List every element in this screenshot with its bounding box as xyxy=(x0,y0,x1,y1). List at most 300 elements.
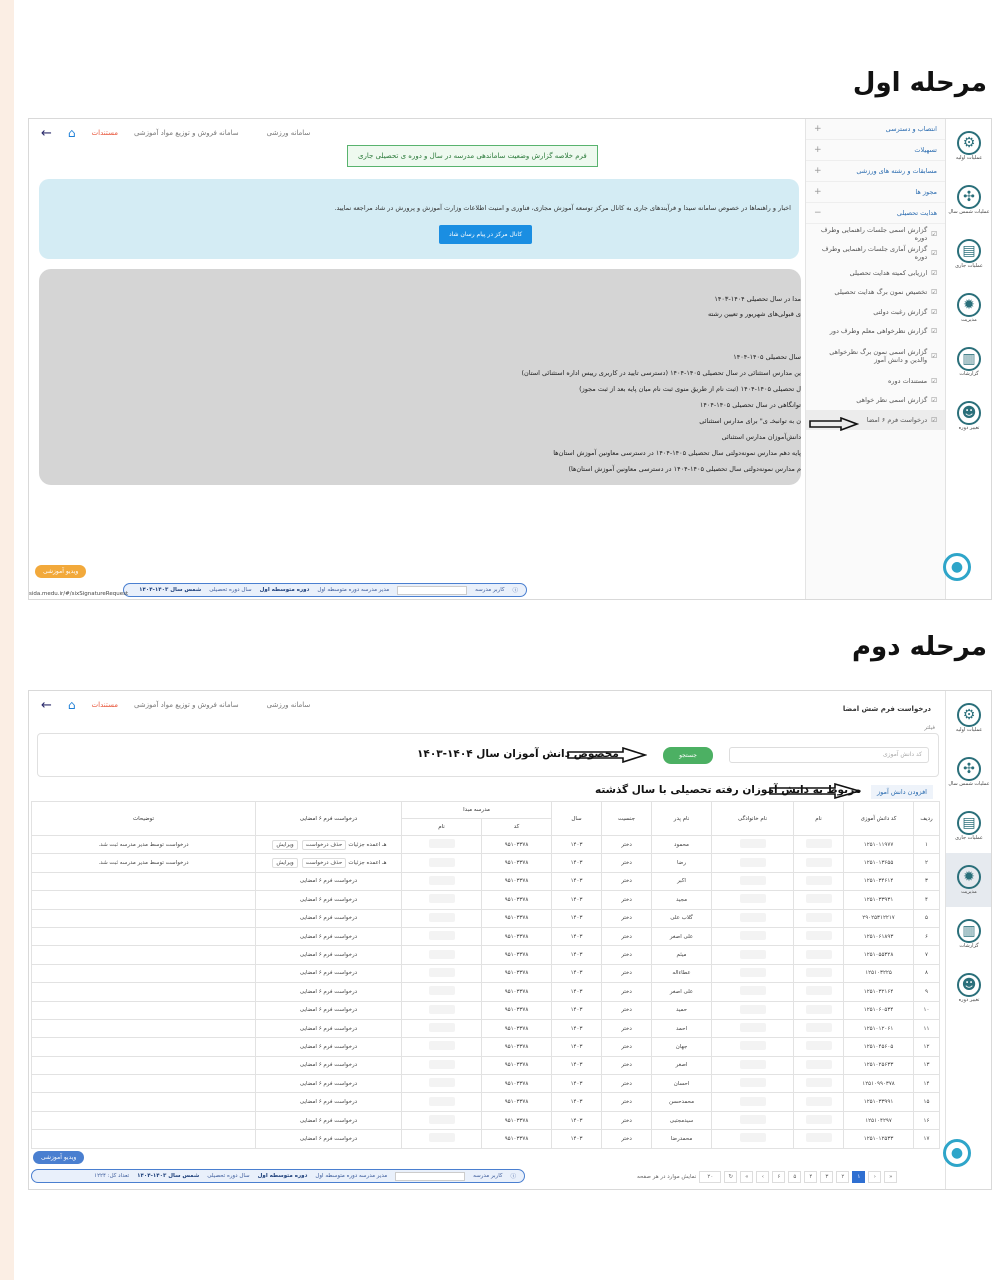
col-origin-school: مدرسه مبدا xyxy=(402,802,552,819)
gear-icon: ⚙ xyxy=(957,131,981,155)
cell-origin-code: ۹۵۱۰۳۳۷۸ xyxy=(482,1093,552,1111)
cell-origin-name xyxy=(402,1056,482,1074)
table-row xyxy=(32,964,940,982)
sports-system-link[interactable]: سامانه ورزشی xyxy=(266,701,311,709)
cell-father: سیدمجتبی xyxy=(652,1111,712,1129)
cell-year: ۱۴۰۳ xyxy=(552,1019,602,1037)
cell-name xyxy=(794,1130,844,1148)
cell-request xyxy=(256,1019,402,1037)
cell-father: گلاب علی xyxy=(652,909,712,927)
docs-link[interactable]: مستندات xyxy=(91,701,118,709)
request-link[interactable]: درخواست فرم ۶ امضایی xyxy=(299,988,358,995)
cell-request xyxy=(256,927,402,945)
student-code-input[interactable]: کد دانش آموزی xyxy=(729,747,929,763)
cell-desc xyxy=(32,872,256,890)
icon-rail xyxy=(945,691,991,1189)
page-size-select[interactable]: ۲۰ xyxy=(699,1171,721,1183)
cell-request xyxy=(256,1075,402,1093)
info-icon: ⓘ xyxy=(510,1174,516,1180)
report-icon: ▤ xyxy=(957,811,981,835)
side-menu xyxy=(805,119,945,599)
page-edge xyxy=(0,0,14,1280)
cell-origin-code: ۹۵۱۰۳۳۷۸ xyxy=(482,964,552,982)
cell-gender: دختر xyxy=(602,1038,652,1056)
page-4[interactable]: ۴ xyxy=(804,1171,817,1183)
cell-year: ۱۴۰۳ xyxy=(552,964,602,982)
redacted-field xyxy=(740,1133,766,1142)
cell-family xyxy=(712,891,794,909)
rail-current-ops[interactable]: ▤ عملیات جاری xyxy=(946,799,992,853)
cell-year: ۱۴۰۳ xyxy=(552,891,602,909)
redacted-field xyxy=(429,950,455,959)
cell-father: حمید xyxy=(652,1001,712,1019)
table-row xyxy=(32,1056,940,1074)
cell-origin-name xyxy=(402,983,482,1001)
shad-channel-button[interactable]: کانال مرکز در پیام رسان شاد xyxy=(439,225,532,244)
settings-icon: ✹ xyxy=(957,293,981,317)
request-link[interactable]: درخواست فرم ۶ امضایی xyxy=(299,1117,358,1124)
cell-gender: دختر xyxy=(602,1075,652,1093)
redacted-field xyxy=(429,1041,455,1050)
col-desc: توضیحات xyxy=(32,802,256,836)
cell-desc xyxy=(32,1130,256,1148)
cell-family xyxy=(712,872,794,890)
request-link[interactable]: هـ اعمده جزئیات xyxy=(348,841,387,848)
table-row xyxy=(32,1111,940,1129)
chat-icon[interactable]: ● xyxy=(943,553,971,581)
redacted-field xyxy=(740,894,766,903)
cell-desc xyxy=(32,946,256,964)
home-icon[interactable]: ⌂ xyxy=(67,698,76,712)
cell-desc xyxy=(32,1038,256,1056)
rail-change-period[interactable]: ☻ تغییر دوره xyxy=(946,961,992,1015)
col-row: ردیف xyxy=(914,802,940,836)
redacted-field xyxy=(806,968,832,977)
delete-request-button[interactable]: حذف درخواست xyxy=(302,840,347,850)
cell-name xyxy=(794,872,844,890)
home-icon[interactable]: ⌂ xyxy=(67,126,76,140)
menu-appointments[interactable]: انتصاب و دسترسی + xyxy=(806,119,945,140)
back-arrow-icon[interactable]: ← xyxy=(41,697,52,713)
next-page-icon[interactable]: › xyxy=(868,1171,881,1183)
submenu-item[interactable]: ☑ گزارش آماری جلسات راهنمایی وطرف دوره xyxy=(821,245,937,262)
status-bar: ⓘ کاربر مدرسه مدیر مدرسه دوره متوسطه اول دوره متوسطه اول سال دوره تحصیلی شمس سال ۱۴۰۳-۱۴۰۴ xyxy=(123,583,527,597)
cell-family xyxy=(712,1001,794,1019)
redacted-field xyxy=(806,876,832,885)
request-link[interactable]: درخواست فرم ۶ امضایی xyxy=(299,1043,358,1050)
menu-facilities[interactable]: تسهیلات + xyxy=(806,140,945,161)
cell-desc xyxy=(32,909,256,927)
redacted-field xyxy=(806,894,832,903)
notice-text: اخبار و راهنماها در خصوص سامانه سیدا و فرآیندهای جاری به کانال مرکز توسعه آموزش مجازی، فناوری و امنیت اطلاعات وزارت آموزش و پرورش در شاد مراجعه نمایید. xyxy=(334,204,791,212)
redacted-field xyxy=(806,1005,832,1014)
cell-desc xyxy=(32,1056,256,1074)
cell-origin-name xyxy=(402,1130,482,1148)
request-link[interactable]: درخواست فرم ۶ امضایی xyxy=(299,1007,358,1014)
redacted-field xyxy=(740,968,766,977)
cell-request xyxy=(256,1130,402,1148)
submenu-item[interactable]: ☑ گزارش اسمی جلسات راهنمایی وطرف دوره xyxy=(820,225,937,242)
cell-code: ۱۲۵۱۰۲۵۶۳۳ xyxy=(844,1056,914,1074)
page-1[interactable]: ۱ xyxy=(852,1171,865,1183)
redacted-field xyxy=(740,1005,766,1014)
submenu-item[interactable]: ☑ گزارش نظرخواهی معلم وطرف دور xyxy=(829,327,937,336)
cell-origin-code: ۹۵۱۰۳۳۷۸ xyxy=(482,891,552,909)
submenu-item[interactable]: ☑ گزارش رغبت دولتی xyxy=(873,307,937,316)
redacted-field xyxy=(740,1115,766,1124)
edit-button[interactable]: ویرایش xyxy=(272,840,297,850)
cell-father: جهان xyxy=(652,1038,712,1056)
cell-gender: دختر xyxy=(602,854,652,872)
redacted-field xyxy=(429,876,455,885)
cell-name xyxy=(794,1038,844,1056)
back-arrow-icon[interactable]: ← xyxy=(41,125,52,141)
submenu-item[interactable]: ☑ تخصیص نمون برگ هدایت تحصیلی xyxy=(834,288,937,297)
col-request: درخواست فرم ۶ امضایی xyxy=(256,802,402,836)
cell-request xyxy=(256,964,402,982)
settings-icon: ✹ xyxy=(957,865,981,889)
table-row xyxy=(32,946,940,964)
cell-origin-code: ۹۵۱۰۳۳۷۸ xyxy=(482,983,552,1001)
cell-father: علی اصغر xyxy=(652,927,712,945)
cell-code: ۱۲۵۱۰۱۱۹۷۷ xyxy=(844,836,914,854)
redacted-field xyxy=(429,1133,455,1142)
cell-code: ۱۲۵۱۰۳۳۹۹۱ xyxy=(844,1093,914,1111)
announcement-2: ی قبولی‌های شهریور و تعیین رشته xyxy=(707,310,801,318)
cell-desc xyxy=(32,964,256,982)
cell-gender: دختر xyxy=(602,836,652,854)
cell-family xyxy=(712,1130,794,1148)
cell-year: ۱۴۰۳ xyxy=(552,1130,602,1148)
students-table xyxy=(31,801,940,1149)
cell-origin-code: ۹۵۱۰۳۳۷۸ xyxy=(482,927,552,945)
rail-year-ops[interactable]: ✣ عملیات شمس سال xyxy=(946,745,992,799)
request-link[interactable]: درخواست فرم ۶ امضایی xyxy=(299,915,358,922)
redacted-field xyxy=(429,894,455,903)
sports-system-link[interactable]: سامانه ورزشی xyxy=(266,129,311,137)
cell-year: ۱۴۰۳ xyxy=(552,946,602,964)
stage2-heading: مرحله دوم xyxy=(851,632,987,662)
cell-request xyxy=(256,872,402,890)
redacted-field xyxy=(740,931,766,940)
redacted-field xyxy=(429,1115,455,1124)
col-father: نام پدر xyxy=(652,802,712,836)
redacted-field xyxy=(429,1023,455,1032)
cell-row: ۹ xyxy=(914,983,940,1001)
rail-reports[interactable]: ▥ گزارشات xyxy=(946,335,992,389)
cell-year: ۱۴۰۳ xyxy=(552,872,602,890)
cell-request xyxy=(256,891,402,909)
redacted-field xyxy=(806,1078,832,1087)
page-summary: نمایش موارد در هر صفحه xyxy=(637,1174,697,1180)
cell-origin-code: ۹۵۱۰۳۳۷۸ xyxy=(482,872,552,890)
cell-request xyxy=(256,1093,402,1111)
cell-desc xyxy=(32,983,256,1001)
announcement-1: مدا در سال تحصیلی ۱۴۰۴-۱۴۰۳ xyxy=(714,295,801,303)
cell-origin-code: ۹۵۱۰۳۳۷۸ xyxy=(482,1019,552,1037)
cell-origin-name xyxy=(402,1038,482,1056)
network-icon: ✣ xyxy=(957,185,981,209)
request-link[interactable]: درخواست فرم ۶ امضایی xyxy=(299,878,358,885)
report-icon: ▤ xyxy=(957,239,981,263)
cell-request xyxy=(256,836,402,854)
submenu-item[interactable]: ☑ گزارش اسمی نمون برگ نظرخواهی والدین و دانش آموز xyxy=(829,348,937,364)
user-switch-icon: ☻ xyxy=(957,973,981,997)
sales-system-link[interactable]: سامانه فروش و توزیع مواد آموزشی xyxy=(133,701,239,709)
cell-desc: درخواست توسط مدیر مدرسه ثبت شد. xyxy=(32,836,256,854)
submenu-six-signature[interactable]: ☑ درخواست فرم ۶ امضا xyxy=(806,410,945,430)
rail-current-ops[interactable]: ▤ عملیات جاری xyxy=(946,227,992,281)
last-page-icon[interactable]: » xyxy=(884,1171,897,1183)
col-family: نام خانوادگی xyxy=(712,802,794,836)
request-link[interactable]: درخواست فرم ۶ امضایی xyxy=(299,1080,358,1087)
cell-row: ۱۲ xyxy=(914,1038,940,1056)
cell-request xyxy=(256,1001,402,1019)
cell-origin-name xyxy=(402,927,482,945)
redacted-field xyxy=(740,1078,766,1087)
menu-permits[interactable]: مجوز ها + xyxy=(806,182,945,203)
menu-sports[interactable]: مسابقات و رشته های ورزشی + xyxy=(806,161,945,182)
table-row xyxy=(32,909,940,927)
status-bar: ⓘ کاربر مدرسه مدیر مدرسه دوره متوسطه اول دوره متوسطه اول سال دوره تحصیلی شمس سال ۱۴۰۳-۱۴۰۴ تعداد کل: ۱۲۲۴ xyxy=(31,1169,525,1183)
cell-father: اصغر xyxy=(652,1056,712,1074)
cell-gender: دختر xyxy=(602,1093,652,1111)
edit-button[interactable]: ویرایش xyxy=(272,858,297,868)
cell-code: ۱۲۵۱۰۱۳۶۵۵ xyxy=(844,854,914,872)
top-bar xyxy=(29,119,310,147)
col-gender: جنسیت xyxy=(602,802,652,836)
request-link[interactable]: هـ اعمده جزئیات xyxy=(348,860,387,867)
menu-guidance[interactable]: هدایت تحصیلی − xyxy=(806,203,945,224)
redacted-field xyxy=(429,931,455,940)
first-page-icon[interactable]: « xyxy=(740,1171,753,1183)
page-5[interactable]: ۵ xyxy=(788,1171,801,1183)
info-icon: ⓘ xyxy=(512,588,518,594)
cell-row: ۴ xyxy=(914,891,940,909)
cell-origin-code: ۹۵۱۰۳۳۷۸ xyxy=(482,1075,552,1093)
cell-origin-name xyxy=(402,854,482,872)
cell-gender: دختر xyxy=(602,1111,652,1129)
cell-year: ۱۴۰۳ xyxy=(552,1056,602,1074)
redacted-field xyxy=(806,950,832,959)
page-3[interactable]: ۳ xyxy=(820,1171,833,1183)
cell-name xyxy=(794,1019,844,1037)
redacted-field xyxy=(740,950,766,959)
redacted-field xyxy=(740,858,766,867)
cell-father: محمدحسن xyxy=(652,1093,712,1111)
cell-name xyxy=(794,836,844,854)
cell-row: ۷ xyxy=(914,946,940,964)
cell-code: ۱۲۵۱۰۱۲۵۳۳ xyxy=(844,1130,914,1148)
add-student-link[interactable]: افزودن دانش آموز xyxy=(871,785,933,799)
cell-origin-name xyxy=(402,836,482,854)
cell-family xyxy=(712,927,794,945)
cell-father: رضا xyxy=(652,854,712,872)
rail-change-period[interactable]: ☻ تغییر دوره xyxy=(946,389,992,443)
cell-name xyxy=(794,1056,844,1074)
table-row xyxy=(32,983,940,1001)
cell-desc xyxy=(32,927,256,945)
cell-year: ۱۴۰۳ xyxy=(552,1038,602,1056)
cell-code: ۲۹۰۲۵۳۱۲۲۱۷ xyxy=(844,909,914,927)
status-url: sida.medu.ir/#/sixSignatureRequest xyxy=(29,591,129,597)
cell-origin-name xyxy=(402,946,482,964)
cell-father: احسان xyxy=(652,1075,712,1093)
cell-year: ۱۴۰۳ xyxy=(552,836,602,854)
redacted-field xyxy=(740,876,766,885)
cell-code: ۱۲۵۱۰۳۲۲۵ xyxy=(844,964,914,982)
announcement-3: سال تحصیلی ۱۴۰۵-۱۴۰۴ xyxy=(733,353,801,361)
callout-last-year: مربوط به دانش آموزان رفته تحصیلی با سال گذشته xyxy=(595,784,862,796)
cell-origin-code: ۹۵۱۰۳۳۷۸ xyxy=(482,1056,552,1074)
cell-gender: دختر xyxy=(602,983,652,1001)
cell-desc xyxy=(32,1075,256,1093)
cell-origin-code: ۹۵۱۰۳۳۷۸ xyxy=(482,909,552,927)
table-row xyxy=(32,1019,940,1037)
cell-name xyxy=(794,854,844,872)
cell-family xyxy=(712,983,794,1001)
cell-family xyxy=(712,946,794,964)
redacted-field xyxy=(806,986,832,995)
redacted-field xyxy=(740,1023,766,1032)
cell-code: ۱۲۵۱۰۳۲۱۶۴ xyxy=(844,983,914,1001)
cell-row: ۶ xyxy=(914,927,940,945)
request-link[interactable]: درخواست فرم ۶ امضایی xyxy=(299,933,358,940)
page-6[interactable]: ۶ xyxy=(772,1171,785,1183)
gear-icon: ⚙ xyxy=(957,703,981,727)
cell-origin-name xyxy=(402,1001,482,1019)
cell-name xyxy=(794,1093,844,1111)
cell-row: ۱ xyxy=(914,836,940,854)
announcement-7: ن به توانبخـ ی" برای مدارس استثنائی xyxy=(699,417,801,425)
request-link[interactable]: درخواست فرم ۶ امضایی xyxy=(299,1099,358,1106)
cell-origin-code: ۹۵۱۰۳۳۷۸ xyxy=(482,946,552,964)
cell-origin-code: ۹۵۱۰۳۳۷۸ xyxy=(482,854,552,872)
cell-row: ۱۳ xyxy=(914,1056,940,1074)
submenu-item[interactable]: ☑ گزارش اسمی نظر خواهی xyxy=(856,396,937,405)
cell-father: علی اصغر xyxy=(652,983,712,1001)
cell-name xyxy=(794,964,844,982)
redacted-field xyxy=(740,1097,766,1106)
redacted-field xyxy=(740,913,766,922)
request-link[interactable]: درخواست فرم ۶ امضایی xyxy=(299,970,358,977)
delete-request-button[interactable]: حذف درخواست xyxy=(302,858,347,868)
table-row xyxy=(32,1130,940,1148)
table-row xyxy=(32,1093,940,1111)
redacted-field xyxy=(806,913,832,922)
redacted-field xyxy=(429,968,455,977)
redacted-field xyxy=(429,986,455,995)
cell-gender: دختر xyxy=(602,872,652,890)
cell-name xyxy=(794,1111,844,1129)
cell-name xyxy=(794,909,844,927)
submenu-item[interactable]: ☑ ارزیابی کمیته هدایت تحصیلی xyxy=(849,268,937,277)
table-row xyxy=(32,927,940,945)
table-row xyxy=(32,854,940,872)
prev-page-icon[interactable]: ‹ xyxy=(756,1171,769,1183)
refresh-icon[interactable]: ↻ xyxy=(724,1171,737,1183)
icon-rail xyxy=(945,119,991,599)
cell-desc xyxy=(32,1093,256,1111)
callout-current-year: مخصوص دانش آموزان سال ۱۴۰۴-۱۴۰۳ xyxy=(417,748,619,760)
cell-name xyxy=(794,1001,844,1019)
page-title: درخواست فرم شش امضا xyxy=(842,705,931,713)
rail-management[interactable]: ✹ مدیریت xyxy=(946,853,992,907)
sales-system-link[interactable]: سامانه فروش و توزیع مواد آموزشی xyxy=(133,129,239,137)
redacted-field xyxy=(429,1060,455,1069)
announcement-6: توانگاهی در سال تحصیلی ۱۴۰۵-۱۴۰۴ xyxy=(699,401,801,409)
request-link[interactable]: درخواست فرم ۶ امضایی xyxy=(299,896,358,903)
redacted-field xyxy=(429,1097,455,1106)
cell-year: ۱۴۰۳ xyxy=(552,1001,602,1019)
cell-year: ۱۴۰۳ xyxy=(552,983,602,1001)
cell-year: ۱۴۰۳ xyxy=(552,1111,602,1129)
redacted-field xyxy=(429,858,455,867)
cell-request xyxy=(256,854,402,872)
request-link[interactable]: درخواست فرم ۶ امضایی xyxy=(299,1135,358,1142)
cell-row: ۱۵ xyxy=(914,1093,940,1111)
cell-request xyxy=(256,909,402,927)
request-link[interactable]: درخواست فرم ۶ امضایی xyxy=(299,1062,358,1069)
docs-link[interactable]: مستندات xyxy=(91,129,118,137)
cell-desc: درخواست توسط مدیر مدرسه ثبت شد. xyxy=(32,854,256,872)
cell-gender: دختر xyxy=(602,927,652,945)
rail-initial-ops[interactable]: ⚙ عملیات اولیه xyxy=(946,119,992,173)
redacted-field xyxy=(429,1078,455,1087)
cell-request xyxy=(256,983,402,1001)
cell-code: ۱۲۵۱۰۴۵۶۰۵ xyxy=(844,1038,914,1056)
rail-reports[interactable]: ▥ گزارشات xyxy=(946,907,992,961)
cell-father: عطاءاله xyxy=(652,964,712,982)
rail-initial-ops[interactable]: ⚙ عملیات اولیه xyxy=(946,691,992,745)
stage2-screenshot xyxy=(28,690,992,1190)
cell-desc xyxy=(32,1111,256,1129)
col-code: کد دانش آموزی xyxy=(844,802,914,836)
cell-origin-code: ۹۵۱۰۳۳۷۸ xyxy=(482,1111,552,1129)
redacted-field xyxy=(806,931,832,940)
redacted-field xyxy=(740,839,766,848)
request-link[interactable]: درخواست فرم ۶ امضایی xyxy=(299,952,358,959)
cell-gender: دختر xyxy=(602,909,652,927)
cell-family xyxy=(712,854,794,872)
cell-row: ۲ xyxy=(914,854,940,872)
cell-name xyxy=(794,983,844,1001)
rail-year-ops[interactable]: ✣ عملیات شمس سال xyxy=(946,173,992,227)
submenu-item[interactable]: ☑ مستندات دوره xyxy=(887,376,937,385)
search-button[interactable]: جستجو xyxy=(663,747,713,764)
cell-origin-code: ۹۵۱۰۳۳۷۸ xyxy=(482,1130,552,1148)
cell-row: ۱۰ xyxy=(914,1001,940,1019)
top-bar xyxy=(29,691,310,719)
network-icon: ✣ xyxy=(957,757,981,781)
cell-code: ۱۲۵۱۰۶۰۵۳۴ xyxy=(844,1001,914,1019)
cell-gender: دختر xyxy=(602,1130,652,1148)
announcement-10: م مدارس نمونه‌دولتی سال تحصیلی ۱۴۰۵-۱۴۰۴ در دسترسی معاونین آموزش استان‌ها) xyxy=(568,465,801,473)
table-row xyxy=(32,891,940,909)
cell-father: احمد xyxy=(652,1019,712,1037)
cell-year: ۱۴۰۳ xyxy=(552,1075,602,1093)
request-link[interactable]: درخواست فرم ۶ امضایی xyxy=(299,1025,358,1032)
status-field xyxy=(395,1172,465,1181)
redacted-field xyxy=(806,858,832,867)
chat-icon[interactable]: ● xyxy=(943,1139,971,1167)
rail-management[interactable]: ✹ مدیریت xyxy=(946,281,992,335)
video-tutorial-button[interactable]: ویدیو آموزشی xyxy=(35,565,86,578)
cell-row: ۱۱ xyxy=(914,1019,940,1037)
status-field xyxy=(397,586,467,595)
page-2[interactable]: ۲ xyxy=(836,1171,849,1183)
video-tutorial-button[interactable]: ویدیو آموزشی xyxy=(33,1151,84,1164)
